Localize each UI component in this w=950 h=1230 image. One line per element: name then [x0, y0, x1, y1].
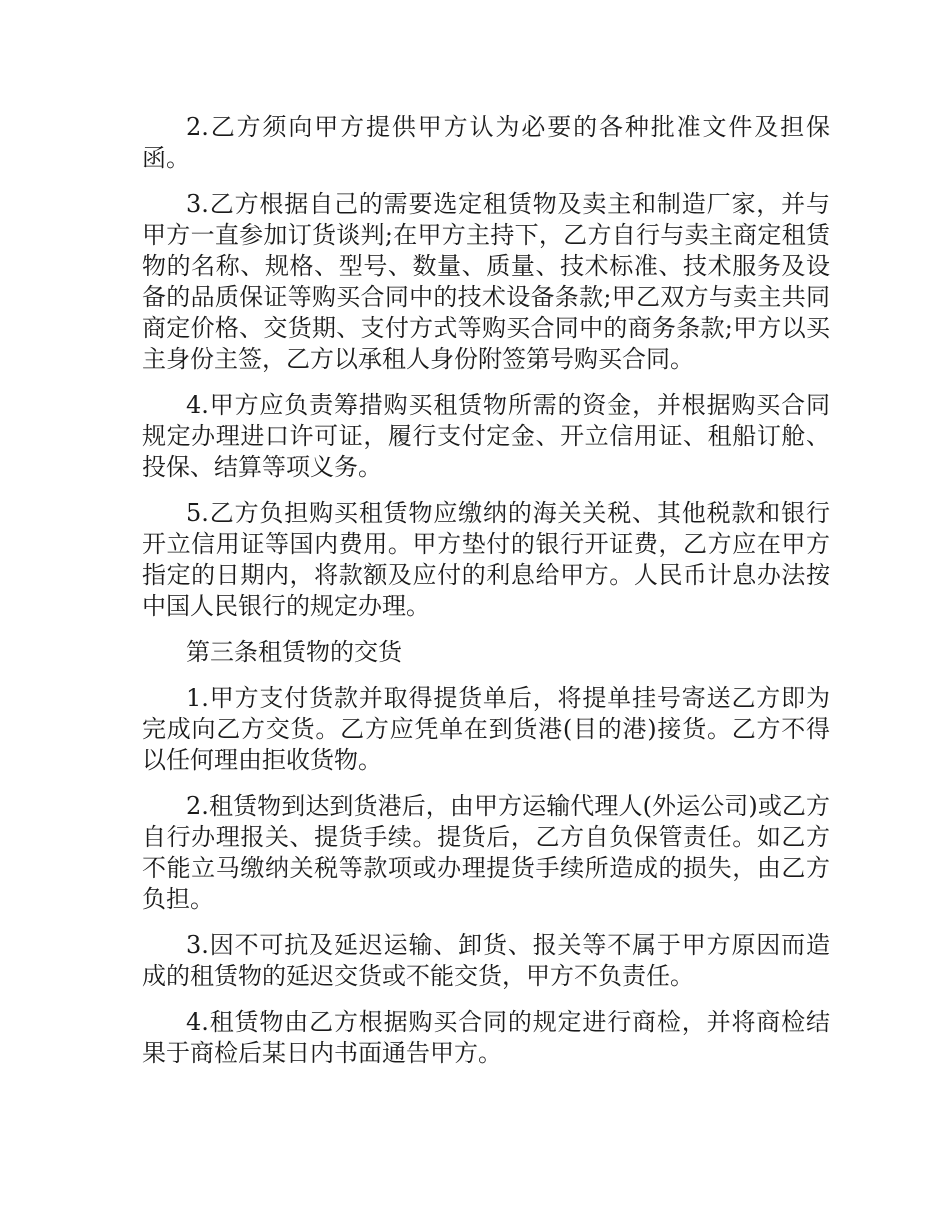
- delivery-clause-1-paragraph: 1.甲方支付货款并取得提货单后，将提单挂号寄送乙方即为完成向乙方交货。乙方应凭单在到货港(目的港)接货。乙方不得以任何理由拒收货物。: [142, 684, 830, 774]
- delivery-clause-4-paragraph: 4.租赁物由乙方根据购买合同的规定进行商检，并将商检结果于商检后某日内书面通告甲方。: [142, 1008, 830, 1067]
- clause-2-paragraph: 2.乙方须向甲方提供甲方认为必要的各种批准文件及担保函。: [142, 113, 830, 172]
- delivery-clause-3-paragraph: 3.因不可抗及延迟运输、卸货、报关等不属于甲方原因而造成的租赁物的延迟交货或不能交货，甲方不负责任。: [142, 931, 830, 990]
- clause-5-paragraph: 5.乙方负担购买租赁物应缴纳的海关关税、其他税款和银行开立信用证等国内费用。甲方垫付的银行开证费，乙方应在甲方指定的日期内，将款额及应付的利息给甲方。人民币计息办法按中国人民银行的规定办理。: [142, 499, 830, 620]
- document-page: [142, 112, 830, 1084]
- clause-4-paragraph: 4.甲方应负责筹措购买租赁物所需的资金，并根据购买合同规定办理进口许可证，履行支付定金、开立信用证、租船订舱、投保、结算等项义务。: [142, 391, 830, 481]
- section-heading: 第三条租赁物的交货: [186, 638, 402, 666]
- clause-3-paragraph: 3.乙方根据自己的需要选定租赁物及卖主和制造厂家，并与甲方一直参加订货谈判;在甲方主持下，乙方自行与卖主商定租赁物的名称、规格、型号、数量、质量、技术标准、技术服务及设备的品质保证等购买合同中的技术设备条款;甲乙双方与卖主共同商定价格、交货期、支付方式等购买合同中的商务条款;甲方以买主身份主签，乙方以承租人身份附签第号购买合同。: [142, 190, 830, 373]
- delivery-clause-2-paragraph: 2.租赁物到达到货港后，由甲方运输代理人(外运公司)或乙方自行办理报关、提货手续。提货后，乙方自负保管责任。如乙方不能立马缴纳关税等款项或办理提货手续所造成的损失，由乙方负担。: [142, 792, 830, 913]
